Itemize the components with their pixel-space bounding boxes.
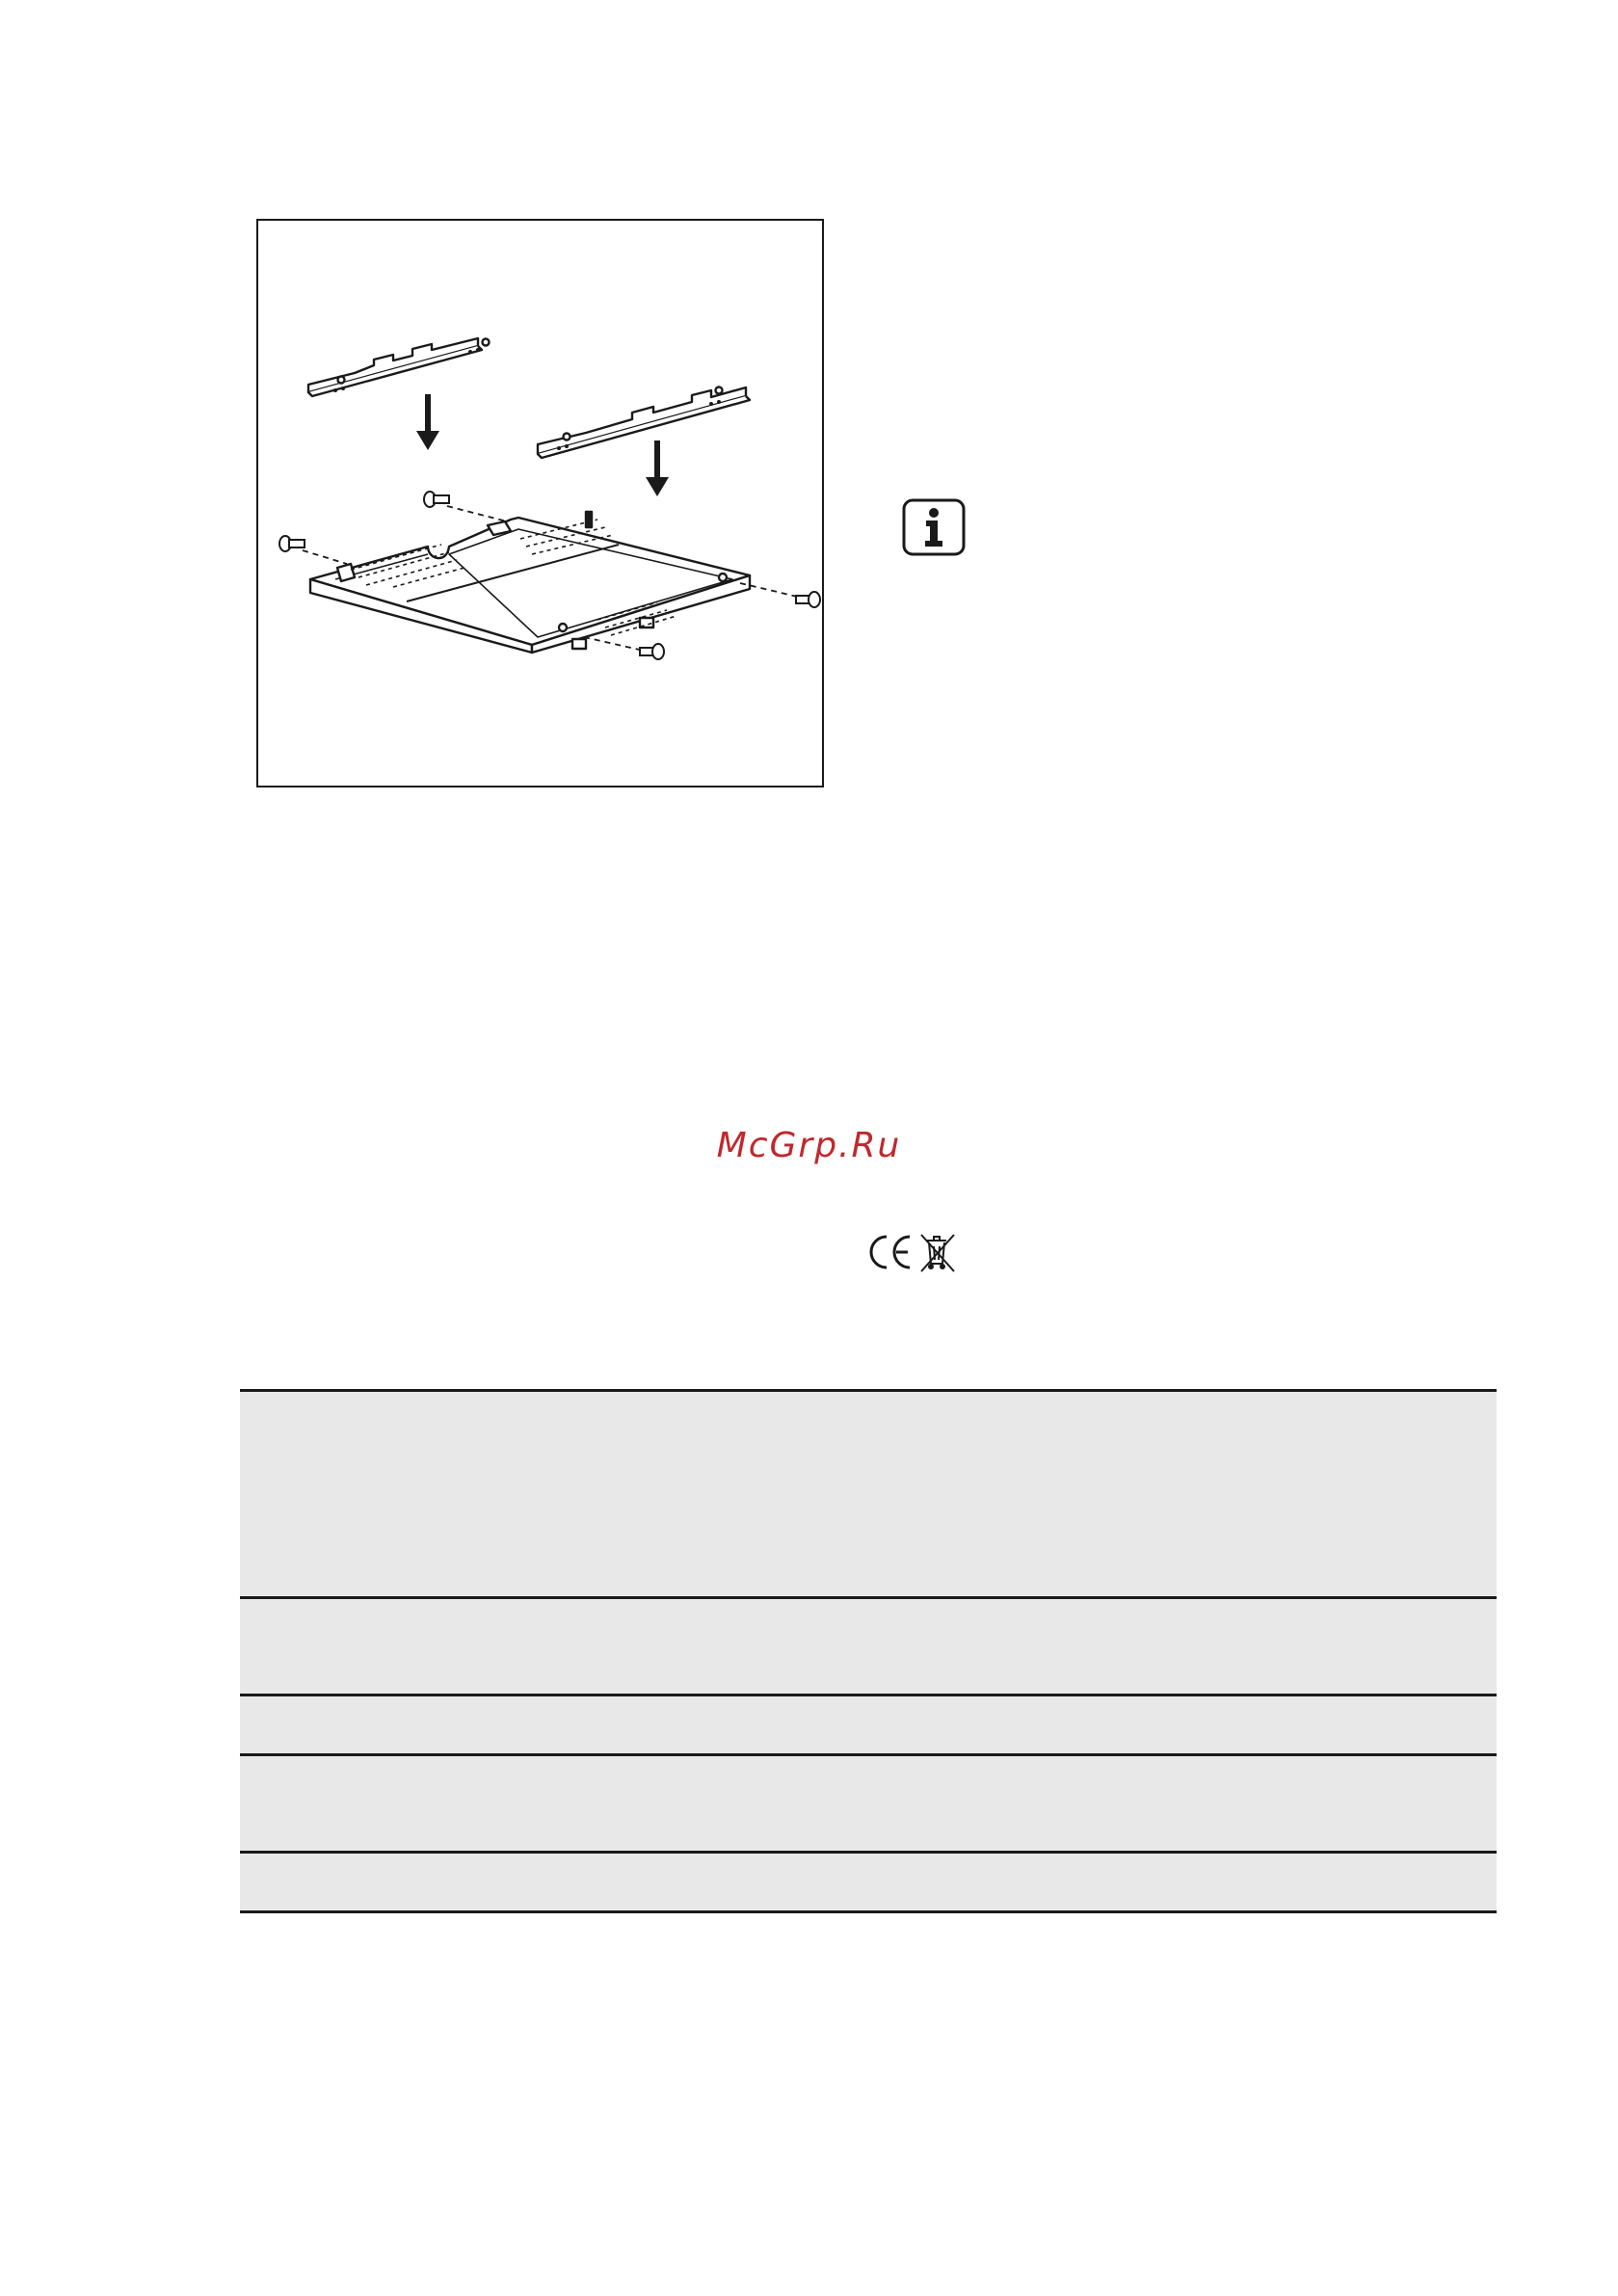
table-row: [240, 1598, 1497, 1695]
installation-diagram: [256, 219, 824, 788]
table-cell: [240, 1391, 1497, 1598]
table-cell: [240, 1695, 1497, 1755]
installation-diagram-drawing: [258, 221, 826, 789]
certification-marks: [867, 1231, 960, 1273]
ce-mark-icon: [871, 1237, 910, 1268]
table-row: [240, 1391, 1497, 1598]
watermark-text: McGrp.Ru: [716, 1126, 902, 1165]
screw-icon: [640, 644, 664, 659]
screw-icon: [279, 536, 305, 551]
screw-icon: [424, 492, 449, 507]
info-icon: [902, 498, 966, 556]
arrow-down-icon: [416, 394, 439, 450]
spec-table: [240, 1389, 1497, 1913]
table-row: [240, 1853, 1497, 1912]
screw-icon: [796, 592, 820, 607]
table-row: [240, 1755, 1497, 1853]
rail-right-icon: [538, 387, 750, 459]
weee-crossed-bin-icon: [921, 1235, 954, 1271]
table-row: [240, 1695, 1497, 1755]
table-cell: [240, 1598, 1497, 1695]
table-cell: [240, 1755, 1497, 1853]
arrow-down-icon: [646, 441, 669, 496]
rail-left-icon: [308, 338, 490, 396]
table-cell: [240, 1853, 1497, 1912]
